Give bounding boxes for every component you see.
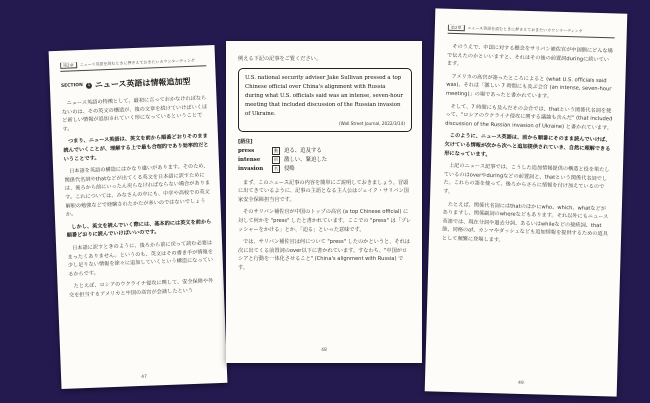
part-of-speech-badge: 動	[274, 148, 278, 154]
emphasis-paragraph: つまり、ニュース英語は、英文を前から順番どおりそのまま読んでいくことが、理解する上で最も合理的であり効率的だということです。	[63, 133, 209, 163]
body-paragraph: 日本語を英語の構造にはかなり違いがあります。そのため、関係代名詞やthatなどが出てくる英文を日本語に訳すためには、後ろから前にいったん戻らなければならない場合があります。これについては、みなさんの中にも、中学や高校での英文解釈の勉強などで経験されたかたが多いのではないでしょうか。	[64, 163, 211, 218]
body-paragraph: では、サリバン補佐官は何について "press" したのかというと、それは次に出てくる前置詞のover以下に書かれています。すなわち、"中国がロシアと行動を一体化させること" (China's alignment with Russia) です。	[238, 239, 410, 271]
body-paragraph: そのうえで、中国に対する懸念をサリバン補佐官が中国側にどんな場で伝えたのかといいますと、それはその後の前置詞duringに続いています。	[446, 43, 613, 68]
quoted-article-text: U.S. national security adviser Jake Sullivan pressed a top Chinese official over China's alignment with Russia during what U.S. officials said was an intense, seven-hour meeting that included discussion of the Russian invasion of Ukraine.	[245, 74, 403, 117]
page-number: 49	[518, 380, 524, 387]
body-paragraph: アメリカの高官が語ったところによると (what U.S. officials said was)、それは「激しい 7 時間にも及ぶ会合 (an intense, seven-hour meeting)」の場であったと書かれています。	[445, 73, 612, 100]
glossary-meaning: 激しい、緊迫した	[284, 156, 328, 163]
part-of-speech-badge: 名	[274, 166, 278, 172]
page-number: 47	[141, 374, 148, 380]
body-paragraph: 日本語に訳すときのように、後ろから前に戻って読む必要はまったくありません。というのも、英文はその書き手が情報を少し足りない情報を徐々に追加していくという構造になっているからです。	[67, 240, 214, 278]
chapter-tag: 第2章	[60, 61, 77, 69]
section-title: ニュース英語は情報追加型	[94, 76, 191, 90]
glossary-item	[238, 165, 412, 174]
body-paragraph: 上記のニュース記事では、こうした追加情報提供の構造と役を果たしているのはoverやduringなどの前置詞と、thatという関係代名詞でした。これらの語を使って、後ろからさらに情報を付け加えているのです。	[443, 162, 610, 195]
glossary-item	[238, 147, 412, 156]
body-paragraph: そのサリバン補佐官が中国のトップの高官 (a top Chinese official) に対して何かを "press" したと書かれています。ここでの "press" は「プレッシャーをかける」とか、「迫る」といった意味です。	[238, 209, 412, 233]
body-paragraph: ニュース英語の特徴として、最初に言っておかなければならないのは、その英文の構造が、後の文章を続けていけばいくほど新しい情報が追加されていく形になっているということです。	[61, 95, 208, 133]
body-paragraph: たとえば、関係代名詞にはthatのほかにwho、which、whatなどがありますし、関係副詞のwhereなどもあります。それ以外にもニュース英語では、現在分詞や過去分詞、あるいはwhileなどの接続詞、that節、同格のof、カンマやダッシュなども追加情報を提供するための道具として頻繁に登場します。	[441, 201, 609, 244]
section-kicker: SECTION	[60, 83, 83, 89]
section-number: 1	[87, 82, 91, 88]
glossary-item	[238, 156, 412, 165]
intro-line: 例える下記の記事をご覧ください。	[238, 56, 322, 62]
glossary-meaning: 侵略	[284, 165, 295, 172]
quote-source: (Wall Street Journal, 2022/3/14)	[338, 120, 405, 126]
part-of-speech-badge: 形	[274, 157, 278, 163]
glossary-heading: [語注]	[238, 138, 253, 145]
running-head-text: ニュース英語を読むときに押さえておきたいカウンターディング	[467, 25, 583, 34]
middle-book-page	[226, 41, 422, 363]
emphasis-paragraph: しかし、英文を読んでいく際には、基本的には英文を前から順番どおりに読んでいけばいいのです。	[66, 218, 212, 240]
right-book-page	[425, 8, 628, 396]
running-head-text: ニュース英語を読むときに押さえておきたいカウンターディング	[79, 57, 195, 68]
emphasis-paragraph: このように、ニュース英語は、前から順番にそのまま読んでいけば、欠けている情報が次から次へと追加提供されていき、自然に理解できる形になっています。	[444, 133, 611, 158]
glossary-meaning: 迫る、追及する	[284, 147, 322, 154]
chapter-tag: 第2章	[448, 25, 465, 31]
body-paragraph: そして、7 時間にも及んだその会合では、thatという関係代名詞を使って、"ロシアのウクライナ侵攻に関する議論も含んだ" (that included discussion of the Russian invasion of Ukraine) と書かれています。	[445, 103, 613, 132]
left-book-page	[49, 45, 228, 389]
body-paragraph: まず、このニュース記事の内容を簡単にご説明しておきましょう。冒頭に出てきているように、記事の主語となる主人公はジェイク・サリバン国家安全保障担当官です。	[238, 179, 409, 203]
section-header	[61, 75, 207, 92]
quoted-article-box	[238, 68, 412, 132]
glossary-word: intense	[238, 156, 261, 163]
running-head	[448, 25, 615, 39]
glossary-word: press	[238, 147, 255, 154]
body-paragraph: たとえば、ロシアのウクライナ侵攻に関して、安全保障や外交を担当するアメリカと中国の高官が会談したという	[68, 278, 214, 299]
glossary-word: invasion	[238, 165, 264, 172]
running-head	[60, 57, 206, 72]
page-number: 48	[321, 348, 327, 353]
